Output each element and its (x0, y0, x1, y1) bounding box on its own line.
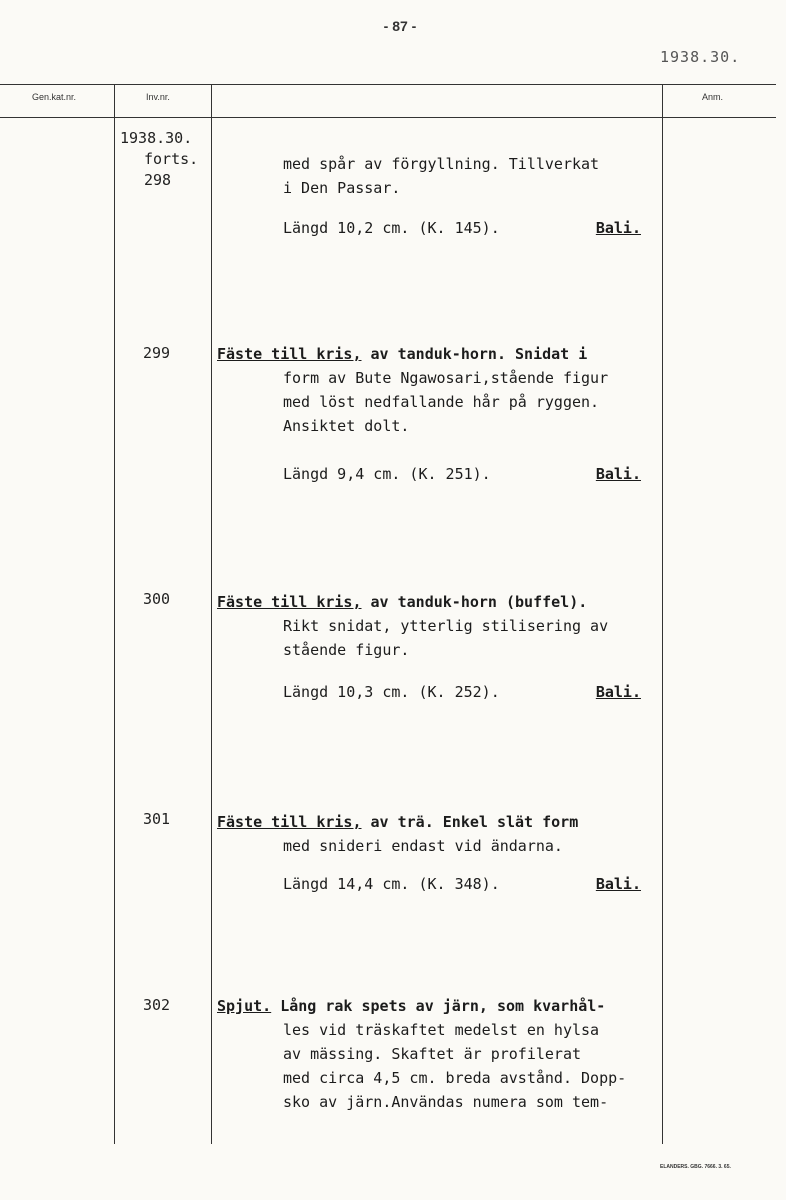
place-label: Bali. (595, 465, 641, 483)
entry-line: Rikt snidat, ytterlig stilisering av (283, 617, 609, 635)
place-label: Bali. (595, 219, 641, 237)
entry-line: med spår av förgyllning. Tillverkat (283, 155, 600, 173)
column-divider-3 (662, 84, 663, 1144)
inv-year: 1938.30. (120, 129, 193, 147)
inv-number: 299 (143, 344, 171, 362)
measure-text: Längd 9,4 cm. (K. 251). (283, 465, 491, 483)
entry-298-text (217, 152, 657, 200)
entry-first-line (217, 590, 657, 614)
page-reference: 1938.30. (660, 48, 741, 66)
entry-line: sko av järn.Användas numera som tem- (283, 1093, 609, 1111)
inv-number: 301 (143, 810, 171, 828)
printer-imprint: ELANDERS. GBG. 7666. 3. 65. (660, 1164, 731, 1170)
entry-299-measure (283, 462, 643, 486)
inv-number: 302 (143, 996, 171, 1014)
entry-title: Fäste till kris, (217, 345, 362, 363)
entry-line: med löst nedfallande hår på ryggen. (283, 393, 600, 411)
entry-302-text (217, 994, 657, 1114)
inv-cell-continued (120, 128, 210, 191)
measure-text: Längd 14,4 cm. (K. 348). (283, 875, 500, 893)
entry-301-measure (283, 872, 643, 896)
entry-line: av mässing. Skaftet är profilerat (283, 1045, 582, 1063)
entry-299-text (217, 342, 657, 438)
measure-text: Längd 10,3 cm. (K. 252). (283, 683, 500, 701)
entry-300-text (217, 590, 657, 662)
column-divider-1 (114, 84, 115, 1144)
entry-line: les vid träskaftet medelst en hylsa (283, 1021, 600, 1039)
entry-first-rest: av trä. Enkel slät form (361, 813, 579, 831)
column-divider-2 (211, 84, 212, 1144)
entry-first-rest: av tanduk-horn. Snidat i (361, 345, 588, 363)
entry-title: Spjut. (217, 997, 272, 1015)
entry-300-measure (283, 680, 643, 704)
entry-301-text (217, 810, 657, 858)
inv-number: 300 (143, 590, 171, 608)
header-rule-top (0, 84, 776, 85)
inv-forts: forts. (144, 150, 199, 168)
place-label: Bali. (595, 683, 641, 701)
entry-title: Fäste till kris, (217, 813, 362, 831)
entry-title: Fäste till kris, (217, 593, 362, 611)
page-number: - 87 - (383, 18, 417, 34)
measure-text: Längd 10,2 cm. (K. 145). (283, 219, 500, 237)
entry-line: stående figur. (283, 641, 410, 659)
entry-first-rest: Lång rak spets av järn, som kvarhål- (271, 997, 606, 1015)
column-header-gen-kat: Gen.kat.nr. (32, 92, 77, 102)
column-header-anm: Anm. (702, 92, 724, 102)
entry-line: Ansiktet dolt. (283, 417, 410, 435)
entry-298-measure (283, 216, 643, 240)
entry-line: i Den Passar. (283, 179, 401, 197)
entry-line: med circa 4,5 cm. breda avstånd. Dopp- (283, 1069, 627, 1087)
header-rule-bottom (0, 117, 776, 118)
entry-first-line (217, 810, 657, 834)
entry-line: form av Bute Ngawosari,stående figur (283, 369, 609, 387)
inv-number: 298 (144, 171, 172, 189)
place-label: Bali. (595, 875, 641, 893)
entry-first-line (217, 994, 657, 1018)
entry-line: med snideri endast vid ändarna. (283, 837, 563, 855)
entry-first-rest: av tanduk-horn (buffel). (361, 593, 588, 611)
entry-first-line (217, 342, 657, 366)
column-header-inv: Inv.nr. (146, 92, 170, 102)
